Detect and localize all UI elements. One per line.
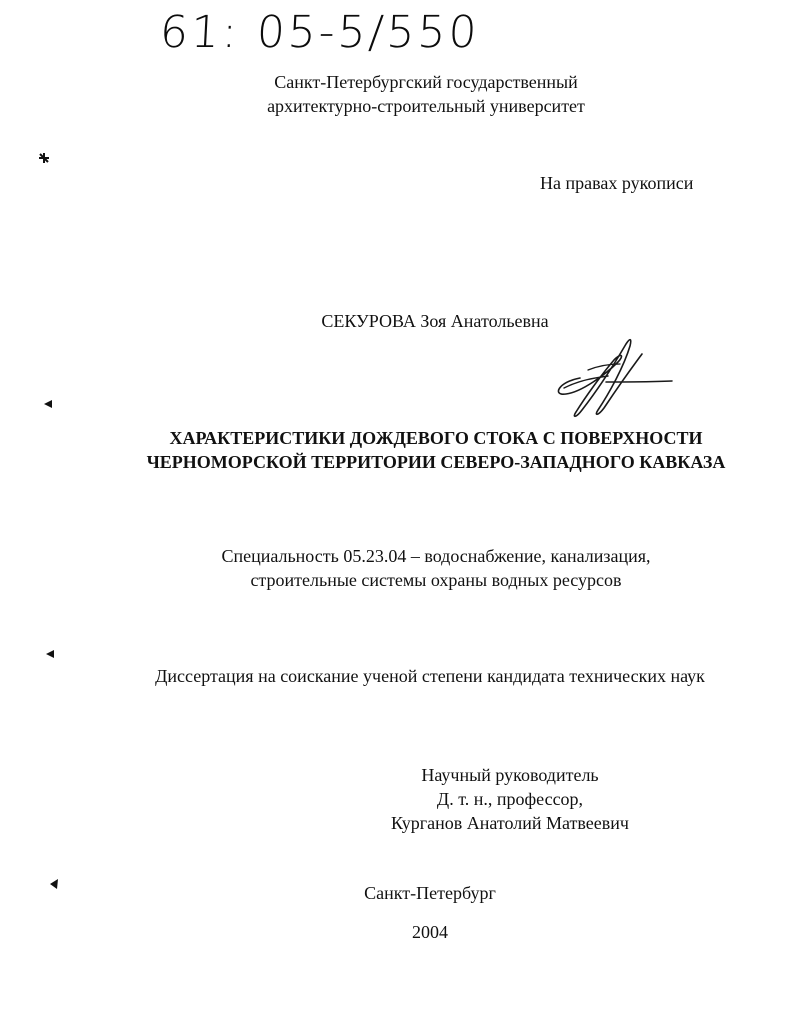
supervisor-block: [380, 763, 640, 835]
university-line-2: архитектурно-строительный университет: [267, 96, 585, 116]
punch-mark-icon: [48, 878, 60, 890]
specialty-line-1: Специальность 05.23.04 – водоснабжение, канализация,: [221, 546, 651, 566]
punch-mark-icon: [38, 152, 50, 164]
signature-icon: [550, 330, 680, 422]
author-name: СЕКУРОВА Зоя Анатольевна: [321, 311, 549, 331]
supervisor-degree: Д. т. н., профессор,: [436, 789, 584, 809]
punch-mark-icon: [44, 648, 56, 660]
university-line-1: Санкт-Петербургский государственный: [274, 72, 578, 92]
title-line-1: ХАРАКТЕРИСТИКИ ДОЖДЕВОГО СТОКА С ПОВЕРХНОСТИ: [169, 428, 703, 448]
punch-mark-icon: [42, 398, 54, 410]
dissertation-degree: Диссертация на соискание ученой степени кандидата технических наук: [155, 666, 705, 686]
university-block: [196, 70, 656, 118]
title-line-2: ЧЕРНОМОРСКОЙ ТЕРРИТОРИИ СЕВЕРО-ЗАПАДНОГО КАВКАЗА: [146, 452, 726, 472]
specialty-block: [166, 544, 706, 592]
year: 2004: [412, 922, 448, 942]
city: Санкт-Петербург: [364, 883, 496, 903]
supervisor-name: Курганов Анатолий Матвеевич: [391, 813, 629, 833]
supervisor-role: Научный руководитель: [421, 765, 599, 785]
specialty-line-2: строительные системы охраны водных ресурсов: [250, 570, 622, 590]
archive-number: 61: 05-5/550: [158, 7, 481, 58]
rights-note: На правах рукописи: [540, 173, 694, 193]
dissertation-title: [96, 426, 776, 474]
